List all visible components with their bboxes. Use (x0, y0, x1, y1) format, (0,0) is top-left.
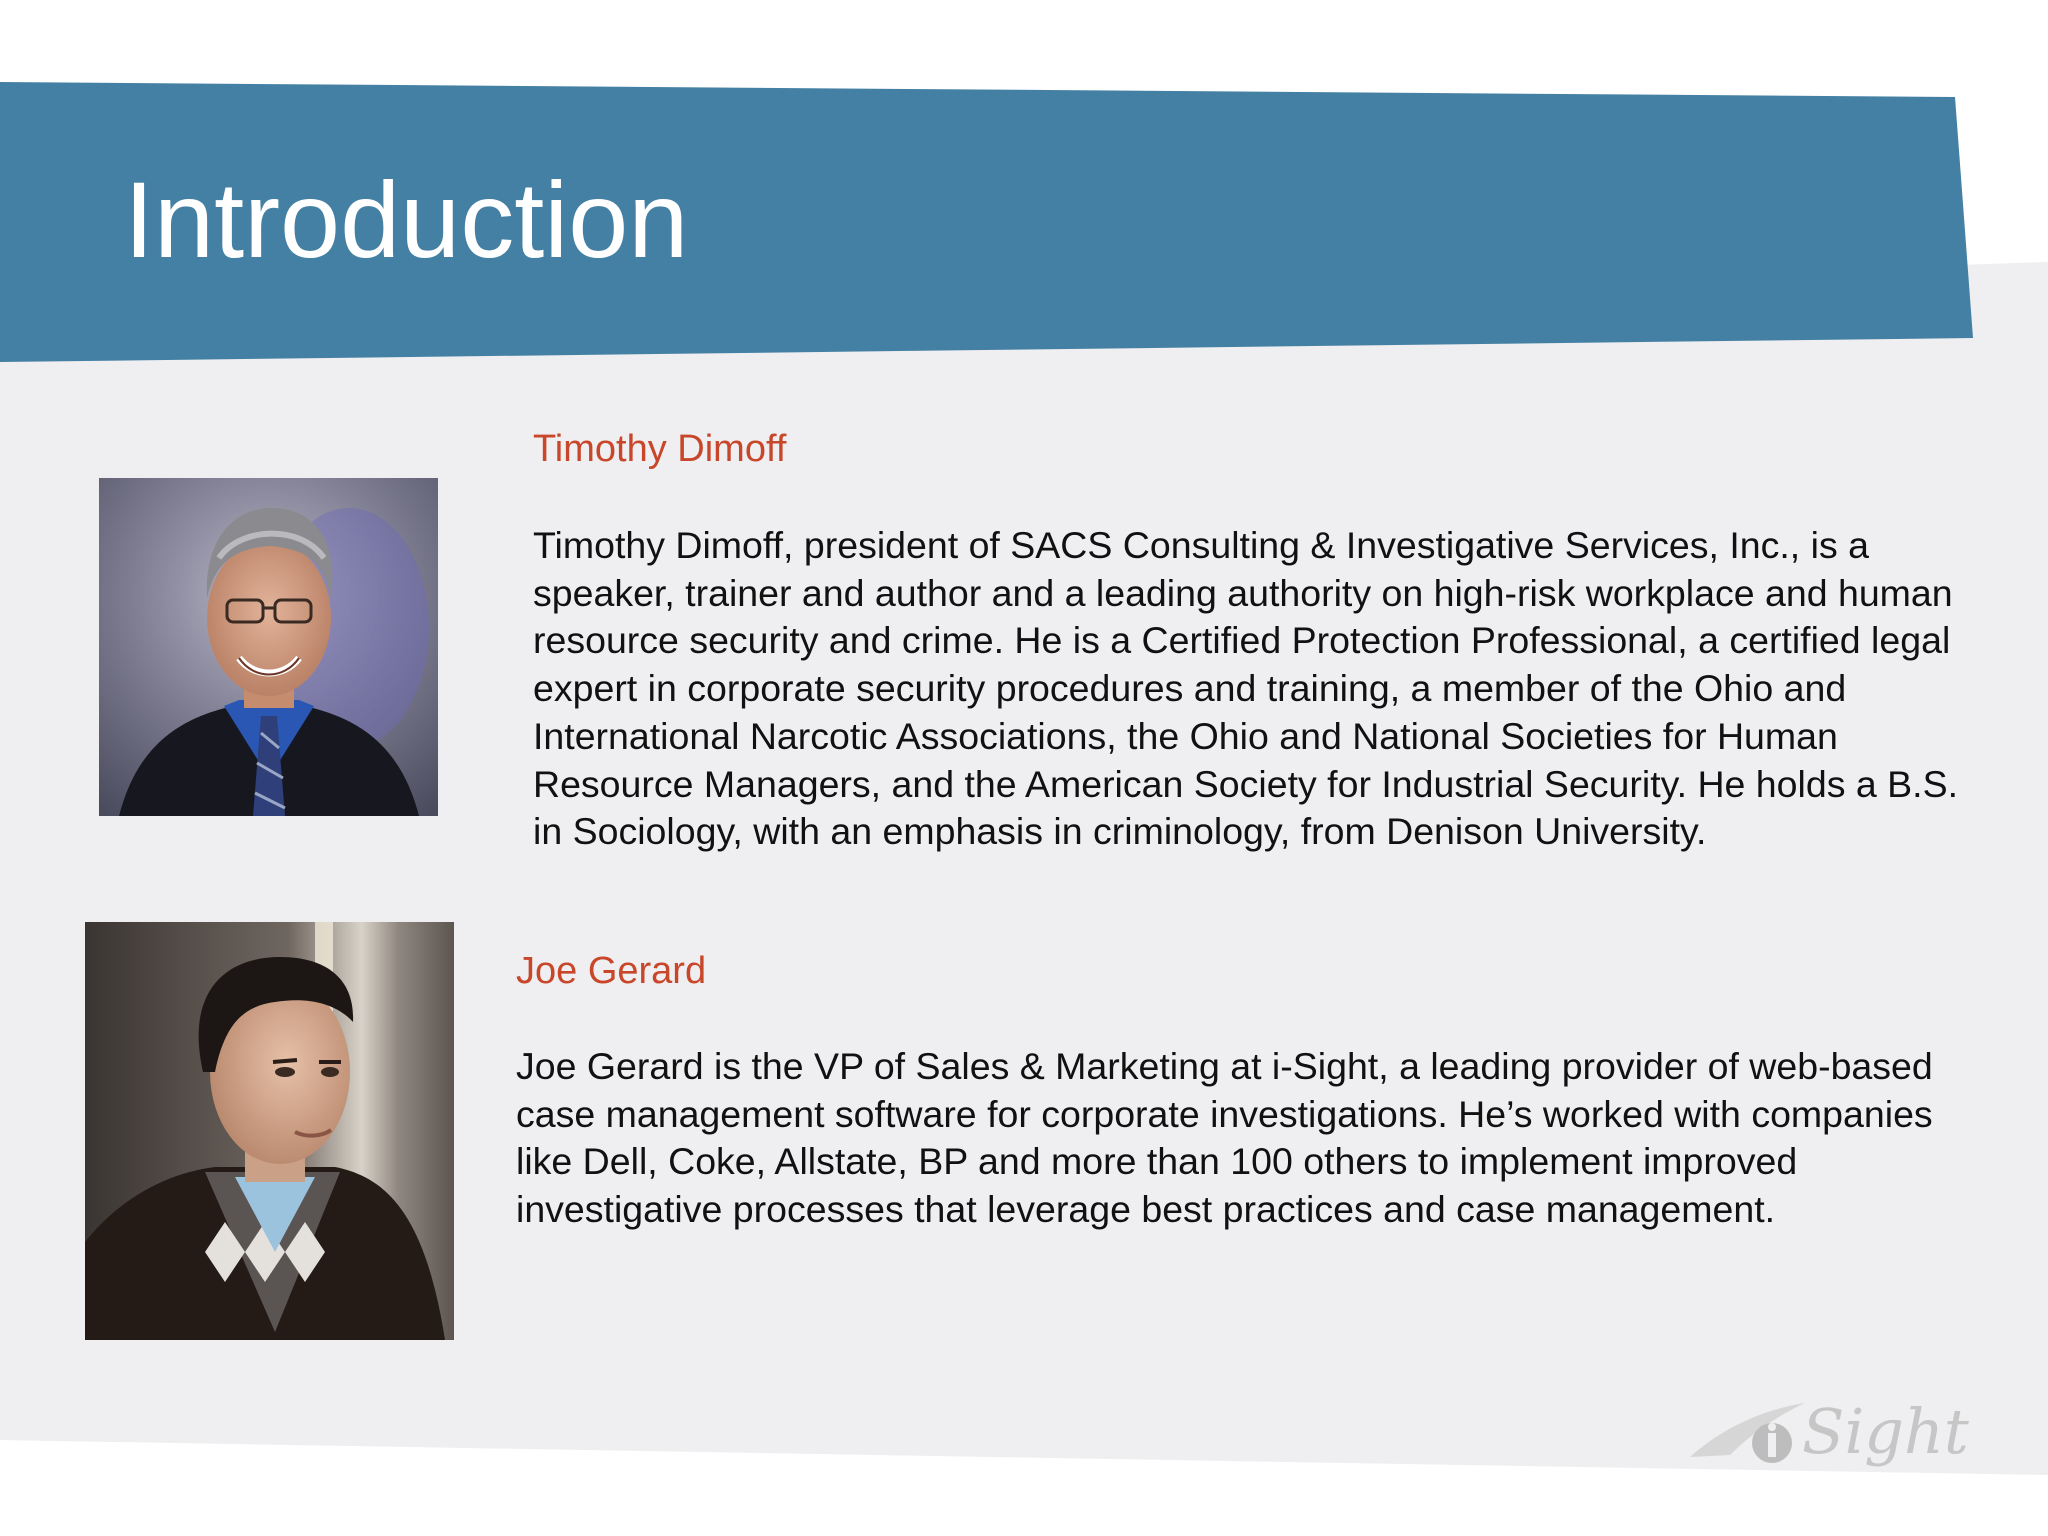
person-name-timothy: Timothy Dimoff (533, 428, 787, 470)
i-sight-logo (1690, 1395, 1990, 1475)
person-name-joe: Joe Gerard (516, 950, 707, 992)
person-bio-timothy: Timothy Dimoff, president of SACS Consulting & Investigative Services, Inc., is a speaker, trainer and author and a leading authority on high-risk workplace and human resource security and crime. He is a Certified Protection Professional, a certified legal expert in corporate security procedures and training, a member of the Ohio and International Narcotic Associations, the Ohio and National Societies for Human Resource Managers, and the American Society for Industrial Security. He holds a B.S. in Sociology, with an emphasis in criminology, from Denison University. (533, 524, 1958, 853)
joe-portrait-photo (85, 922, 454, 1340)
timothy-portrait-photo (99, 478, 438, 816)
slide-title: Introduction (124, 159, 689, 280)
person-bio-joe: Joe Gerard is the VP of Sales & Marketing at i-Sight, a leading provider of web-based case management software for corporate investigations. He’s worked with companies like Dell, Coke, Allstate, BP and more than 100 others to implement improved investigative processes that leverage best practices and case management. (516, 1045, 1933, 1231)
i-sight-logo-text: Sight (1802, 1395, 1969, 1468)
